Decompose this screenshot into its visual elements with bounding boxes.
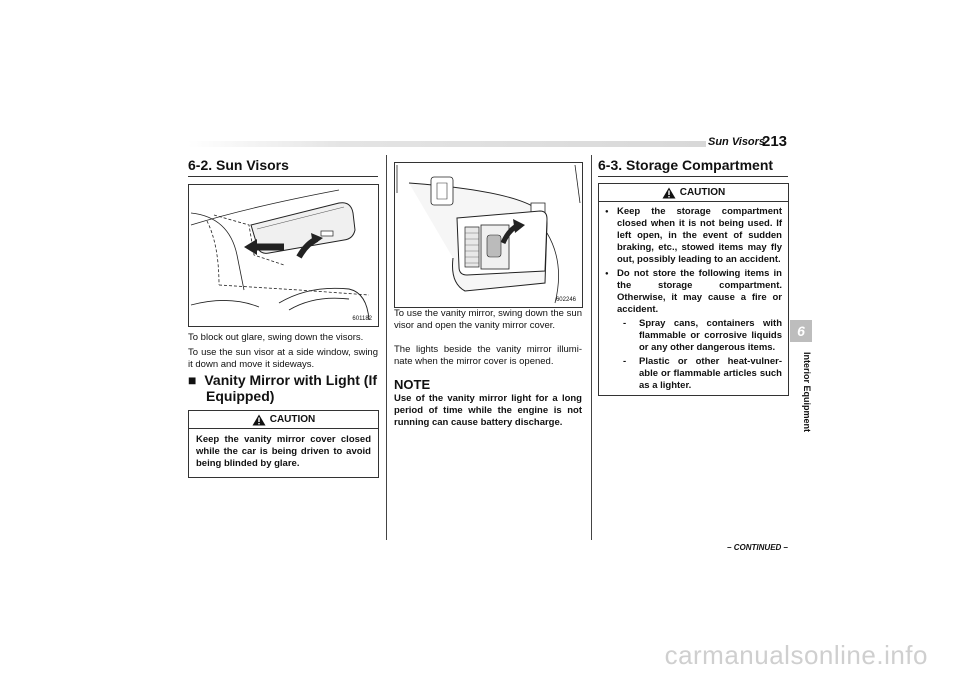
chapter-tab-label: Interior Equipment bbox=[802, 351, 812, 432]
warning-triangle-icon bbox=[252, 414, 266, 426]
continued-label: – CONTINUED – bbox=[727, 543, 788, 552]
subheading-line: Equipped) bbox=[206, 388, 275, 404]
bullet-icon: ● bbox=[605, 209, 609, 215]
caution-header bbox=[599, 184, 788, 202]
page-number: 213 bbox=[762, 133, 788, 150]
body-paragraph: To use the vanity mirror, swing down the sun visor and open the vanity mirror cover. bbox=[394, 308, 582, 331]
caution-text: Keep the vanity mirror cover closed while the car is being driven to avoid being blinded by glare. bbox=[196, 434, 371, 469]
caution-body bbox=[599, 202, 788, 398]
dash-marker: - bbox=[623, 356, 627, 367]
sub-item-list bbox=[617, 318, 782, 392]
list-item bbox=[617, 356, 782, 392]
caution-box-storage bbox=[598, 183, 789, 396]
vanity-mirror-illustration bbox=[395, 163, 582, 307]
section-rule bbox=[598, 176, 788, 177]
sub-item-text: Plastic or other heat-vulner- able or flammable articles such as a lighter. bbox=[639, 356, 782, 391]
sun-visor-illustration bbox=[189, 185, 378, 326]
list-item bbox=[603, 268, 782, 392]
column-divider-2 bbox=[591, 155, 592, 540]
note-text: Use of the vanity mirror light for a long period of time while the engine is not running can cause battery discharge. bbox=[394, 393, 582, 428]
column-divider-1 bbox=[386, 155, 387, 540]
watermark: carmanualsonline.info bbox=[664, 640, 928, 670]
bullet-icon: ● bbox=[605, 271, 609, 277]
bullet-text: Do not store the following items in the storage compartment. Otherwise, it may cause a fire or accident. bbox=[617, 268, 782, 315]
note-heading: NOTE bbox=[394, 377, 431, 392]
subheading-square-icon: ■ bbox=[188, 372, 197, 388]
section-title-sun-visors: 6-2. Sun Visors bbox=[188, 157, 289, 173]
section-title-storage: 6-3. Storage Compartment bbox=[598, 157, 774, 173]
subheading-vanity-mirror bbox=[188, 372, 377, 404]
figure-id: 601182 bbox=[352, 316, 372, 322]
caution-label: CAUTION bbox=[679, 187, 726, 198]
list-item bbox=[603, 206, 782, 266]
header-bar bbox=[188, 141, 706, 147]
list-item bbox=[617, 318, 782, 354]
body-paragraph: The lights beside the vanity mirror illumi- nate when the mirror cover is opened. bbox=[394, 344, 582, 367]
caution-bullet-list bbox=[603, 206, 782, 392]
warning-triangle-icon bbox=[662, 187, 676, 199]
sub-item-text: Spray cans, containers with flammable or corrosive liquids or any other dangerous items. bbox=[639, 318, 782, 353]
chapter-tab-number: 6 bbox=[790, 320, 812, 342]
caution-label: CAUTION bbox=[269, 414, 316, 425]
subheading-line: Vanity Mirror with Light (If bbox=[204, 372, 378, 388]
caution-box-vanity bbox=[188, 410, 379, 478]
caution-header bbox=[189, 411, 378, 429]
sun-visor-figure bbox=[188, 184, 379, 327]
vanity-mirror-figure bbox=[394, 162, 583, 308]
section-rule bbox=[188, 176, 378, 177]
dash-marker: - bbox=[623, 318, 627, 329]
running-header-title: Sun Visors bbox=[708, 136, 766, 148]
figure-id: 602246 bbox=[555, 297, 576, 303]
body-paragraph: To use the sun visor at a side window, swing it down and move it sideways. bbox=[188, 347, 378, 370]
body-paragraph: To block out glare, swing down the visors. bbox=[188, 332, 364, 343]
bullet-text: Keep the storage compartment closed when it is not being used. If left open, in the event of sudden braking, etc., stowed items may fly out, possibly leading to an accident. bbox=[617, 206, 782, 265]
